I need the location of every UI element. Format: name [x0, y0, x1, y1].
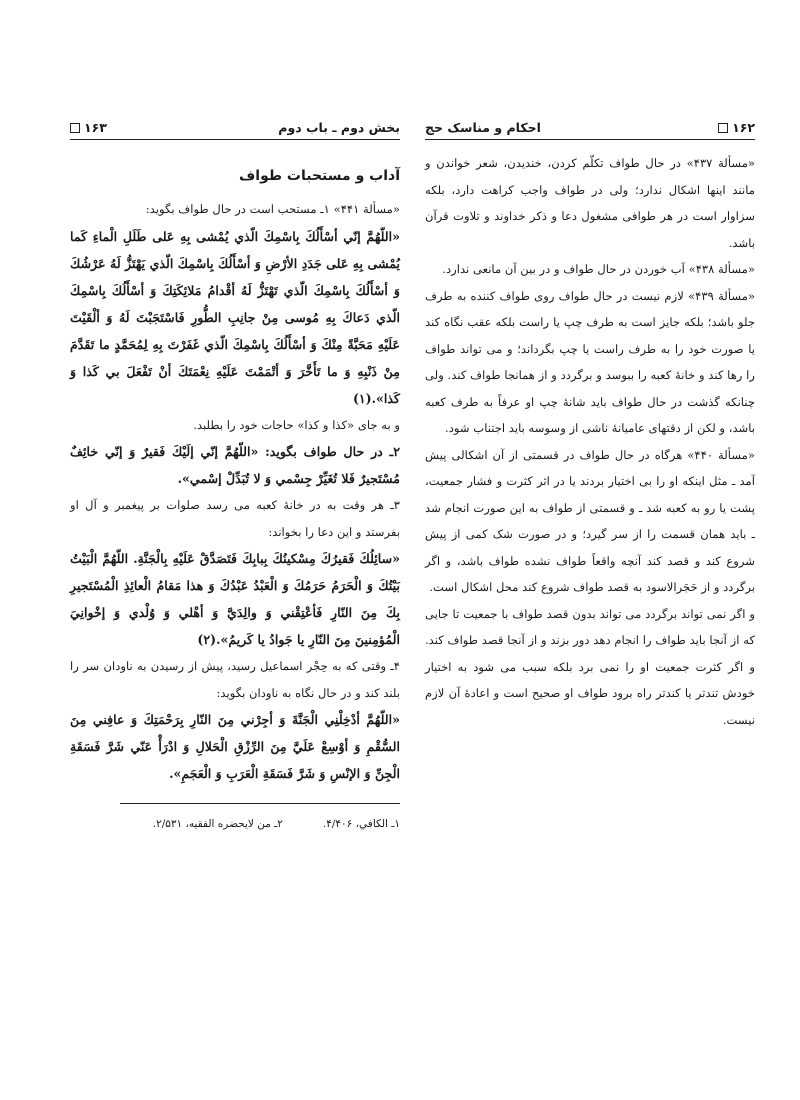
right-page	[425, 120, 755, 733]
paragraph: ۴ـ وقتی که به حِجْر اسماعیل رسید، پیش از رسیدن به ناودان سر را بلند کند و در حال نگاه به ناودان بگوید:	[70, 659, 400, 700]
square-bullet-icon	[70, 123, 80, 133]
footnote-1: ۱ـ الكافي، ۴/۴۰۶.	[322, 818, 400, 830]
paragraph: و اگر نمی تواند برگردد می تواند بدون قصد طواف با جمعیت تا جایی که از آنجا باید طواف را انجام دهد دور بزند و از آنجا قصد طواف کند. و اگر کثرت جمعیت او را نمی برد بلکه سبب می شود به اختیار خودش تندتر یا کندتر راه برود طواف او صحیح است و اعادهٔ آن لازم نیست.	[425, 606, 755, 727]
prayer-text: ۲ـ در حال طواف بگوید: «اللّهُمَّ إنّي إلَيْكَ فَقيرٌ وَ إنّي خائِفٌ مُسْتَجيرٌ فَلا تُغَيِّرْ جِسْمي وَ لا تُبَدِّلْ إسْمي».	[70, 444, 400, 486]
right-header-title: احکام و مناسک حج	[425, 120, 541, 135]
paragraph: «مسألة ۴۴۱» ۱ـ مستحب است در حال طواف بگوید:	[145, 202, 400, 216]
paragraph: «مسألة ۴۳۹» لازم نیست در حال طواف روی طواف کننده به طرف جلو باشد؛ بلکه جایز است به طرف چپ یا راست بلکه عقب نگاه کند یا صورت خود را به طرف راست یا چپ بگرداند؛ و می تواند طواف را رها کند و خانهٔ کعبه را ببوسد و برگردد و از همانجا طواف کند. ولی چنانکه گذشت در حال طواف باید شانهٔ چپ او عرفاً به طرف کعبه باشد، و لکن از دقتهای عامیانهٔ ناشی از وسوسه باید اجتناب شود.	[425, 288, 755, 435]
left-page-number-block	[70, 120, 107, 135]
paragraph: «مسألة ۴۴۰» هرگاه در حال طواف در قسمتی از آن اشکالی پیش آمد ـ مثل اینکه او را بی اختیار بردند یا در اثر کثرت و فشار جمعیت، پشت یا رو به کعبه شد ـ و قسمتی از طواف به این صورت انجام شد ـ باید همان قسمت را از سر گیرد؛ و در صورت شک کمی از پیش شروع کند و قصد کند آنچه واقعاً طواف نشده طواف باشد، و اگر برگردد و از حَجَرالاسود به قصد طواف شروع کند محل اشکال است.	[425, 447, 755, 594]
footnote-2: ۲ـ من لايحضره الفقيه، ۲/۵۳۱.	[152, 818, 283, 830]
paragraph: و به جای «كذا و كذا» حاجات خود را بطلبد.	[193, 417, 400, 432]
square-bullet-icon	[718, 123, 728, 133]
left-page	[70, 120, 400, 830]
right-page-header	[425, 120, 755, 140]
left-page-content	[70, 140, 400, 830]
footnote-separator	[120, 803, 401, 804]
prayer-text: «اللّهُمَّ إنّي أسْأَلُكَ بِاسْمِكَ الّذي يُمْشى بِهِ عَلى طَلَلِ الْماءِ كَما يُمْشى بِهِ عَلى جَدَدِ الأرْضِ وَ أسْأَلُكَ بِاسْمِكَ الّذي يَهْتَزُّ لَهُ عَرْشُكَ وَ أسْأَلُكَ بِاسْمِكَ الّذي تَهْتَزُّ لَهُ أقْدامُ مَلائِكَتِكَ وَ أسْأَلُكَ بِاسْمِكَ الّذي دَعاكَ بِهِ مُوسى مِنْ جانِبِ الطُّورِ فَاسْتَجَبْتَ لَهُ وَ ألْقَيْتَ عَلَيْهِ مَحَبَّةً مِنْكَ وَ أسْأَلُكَ بِاسْمِكَ الّذي غَفَرْتَ بِهِ لِمُحَمَّدٍ ما تَقَدَّمَ مِنْ ذَنْبِهِ وَ ما تَأَخَّرَ وَ أتْمَمْتَ عَلَيْهِ نِعْمَتَكَ أنْ تَفْعَلَ بي كَذا وَ كَذا».(۱)	[70, 228, 400, 406]
prayer-text: «اللّهُمَّ أدْخِلْنِي الْجَنَّةَ وَ أجِرْني مِنَ النّارِ بِرَحْمَتِكَ وَ عافِني مِنَ السُّقْمِ وَ أوْسِعْ عَلَيَّ مِنَ الرِّزْقِ الْحَلالِ وَ ادْرَأْ عَنّي شَرَّ فَسَقَةِ الْجِنِّ وَ الإنْسِ وَ شَرَّ فَسَقَةِ الْعَرَبِ وَ الْعَجَمِ».	[70, 712, 400, 781]
left-header-title: بخش دوم ـ باب دوم	[278, 120, 400, 135]
section-title: آداب و مستحبات طواف	[239, 168, 400, 184]
paragraph: «مسألة ۴۳۸» آب خوردن در حال طواف و در بین آن مانعی ندارد.	[442, 262, 755, 276]
footnotes	[70, 818, 400, 830]
paragraph: ۳ـ هر وقت به در خانهٔ کعبه می رسد صلوات بر پیغمبر و آل او بفرستد و این دعا را بخواند:	[70, 498, 400, 539]
right-page-content	[425, 140, 755, 733]
right-page-number: ۱۶۲	[732, 120, 755, 135]
right-page-number-block	[718, 120, 755, 135]
prayer-text: «سائِلُكَ فَقيرُكَ مِسْكينُكَ بِبابِكَ فَتَصَدَّقْ عَلَيْهِ بِالْجَنَّةِ. اللّهُمَّ الْبَيْتُ بَيْتُكَ وَ الْحَرَمُ حَرَمُكَ وَ الْعَبْدُ عَبْدُكَ وَ هذا مَقامُ الْعائِذِ الْمُسْتَجيرِ بِكَ مِنَ النّارِ فَأعْتِقْني وَ والِدَيَّ وَ أهْلي وَ وُلْدي وَ إخْوانِيَ الْمُؤمِنينَ مِنَ النّارِ يا جَوادُ يا كَريمُ».(۲)	[70, 551, 400, 647]
paragraph: «مسألة ۴۳۷» در حال طواف تکلّم کردن، خندیدن، شعر خواندن و مانند اینها اشکال ندارد؛ ولی در طواف واجب کراهت دارد، بلکه سزاوار است در هر طوافی مشغول دعا و ذکر خداوند و تلاوت قرآن باشد.	[425, 156, 755, 250]
left-page-header	[70, 120, 400, 140]
left-page-number: ۱۶۳	[84, 120, 107, 135]
